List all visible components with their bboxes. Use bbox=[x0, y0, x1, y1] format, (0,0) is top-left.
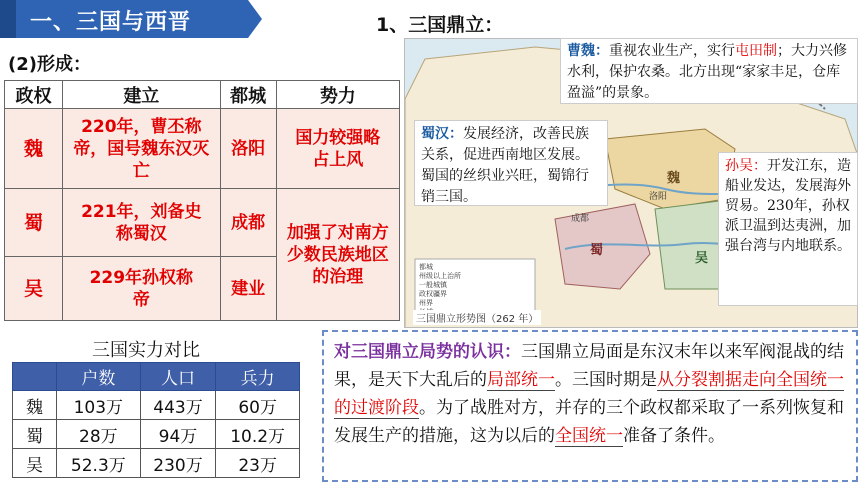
map-caption: 三国鼎立形势图（262 年） bbox=[413, 310, 541, 325]
header-cell: 户数 bbox=[57, 363, 141, 391]
info-box-shu bbox=[414, 120, 608, 206]
legend-item: 政权疆界 bbox=[419, 290, 447, 298]
capital-cell: 洛阳 bbox=[220, 109, 276, 189]
header-cell: 兵力 bbox=[216, 363, 300, 391]
legend-item: 都城 bbox=[419, 263, 433, 271]
cognition-box bbox=[322, 330, 858, 482]
power-compare-table bbox=[12, 362, 300, 478]
info-label: 曹魏： bbox=[567, 43, 609, 59]
cognition-highlight: 全国统一 bbox=[555, 426, 623, 446]
capital-cell: 建业 bbox=[220, 257, 276, 321]
households-cell: 103万 bbox=[57, 391, 141, 420]
info-box-wu bbox=[718, 152, 858, 306]
info-text: 重视农业生产，实行 bbox=[609, 43, 735, 59]
info-text: 发展经济，改善民族关系，促进西南地区发展。蜀国的丝织业兴旺，蜀锦行销三国。 bbox=[421, 126, 589, 205]
cognition-heading: 对三国鼎立局势的认识： bbox=[334, 342, 521, 362]
founding-cell: 220年，曹丕称帝，国号魏东汉灭亡 bbox=[63, 109, 221, 189]
legend-item: 一般城镇 bbox=[419, 281, 447, 289]
formation-table bbox=[4, 80, 400, 321]
map-label-shu: 蜀 bbox=[590, 243, 604, 258]
info-text: ；大力兴修水利，保护农桑。北方出现“家家丰足，仓库盈溢”的景象。 bbox=[567, 43, 847, 101]
troops-cell: 60万 bbox=[216, 391, 300, 420]
map-label-luoyang: 洛阳 bbox=[649, 192, 668, 202]
info-label: 蜀汉： bbox=[421, 126, 463, 142]
power-compare-title: 三国实力对比 bbox=[92, 340, 200, 361]
state-cell: 魏 bbox=[13, 391, 57, 420]
header-cell bbox=[13, 363, 57, 391]
header-cell: 政权 bbox=[5, 81, 63, 109]
power-cell: 国力较强略占上风 bbox=[276, 109, 399, 189]
map-label-wu: 吴 bbox=[695, 251, 709, 266]
banner-title: 一、三国与西晋 bbox=[30, 10, 192, 35]
state-cell: 蜀 bbox=[13, 420, 57, 449]
state-cell: 吴 bbox=[13, 449, 57, 478]
cognition-highlight: 从分裂割据走向全国统一的过渡阶段 bbox=[334, 370, 844, 418]
cognition-text: 。三国时期是 bbox=[555, 370, 657, 390]
households-cell: 52.3万 bbox=[57, 449, 141, 478]
map-label-chengdu: 成都 bbox=[571, 214, 590, 224]
table-row bbox=[13, 420, 300, 449]
map-legend bbox=[419, 263, 461, 317]
legend-item: 州界 bbox=[419, 299, 433, 307]
section-banner bbox=[0, 0, 262, 38]
table-row bbox=[5, 189, 400, 257]
info-text: 开发江东，造船业发达，发展海外贸易。230年，孙权派卫温到达夷洲，加强台湾与内地联系。 bbox=[725, 158, 851, 254]
power-cell: 加强了对南方少数民族地区的治理 bbox=[276, 189, 399, 321]
troops-cell: 23万 bbox=[216, 449, 300, 478]
founding-cell: 229年孙权称帝 bbox=[63, 257, 221, 321]
legend-item: 州级以上治所 bbox=[419, 272, 461, 280]
header-cell: 势力 bbox=[276, 81, 399, 109]
info-label: 孙吴： bbox=[725, 158, 767, 174]
founding-cell: 221年，刘备史称蜀汉 bbox=[63, 189, 221, 257]
header-cell: 人口 bbox=[140, 363, 216, 391]
state-cell: 吴 bbox=[5, 257, 63, 321]
table-row bbox=[5, 109, 400, 189]
population-cell: 443万 bbox=[140, 391, 216, 420]
state-cell: 魏 bbox=[5, 109, 63, 189]
header-cell: 建立 bbox=[63, 81, 221, 109]
state-cell: 蜀 bbox=[5, 189, 63, 257]
cognition-text: 。为了战胜对方，并存的三个政权都采取了一系列恢复和发展生产的措施，这为以后的 bbox=[334, 398, 844, 446]
capital-cell: 成都 bbox=[220, 189, 276, 257]
population-cell: 230万 bbox=[140, 449, 216, 478]
table-row bbox=[13, 449, 300, 478]
table-row bbox=[13, 391, 300, 420]
formation-label: (2)形成： bbox=[8, 54, 91, 75]
info-box-wei bbox=[560, 38, 858, 104]
formation-header-row bbox=[5, 81, 400, 109]
section-title: 1、三国鼎立： bbox=[376, 14, 504, 36]
troops-cell: 10.2万 bbox=[216, 420, 300, 449]
map-label-wei: 魏 bbox=[667, 171, 681, 186]
cognition-text: 三国鼎立局面是东汉末年以来军阀混战的结果，是天下大乱后的 bbox=[334, 342, 844, 390]
cognition-highlight: 局部统一 bbox=[487, 370, 555, 390]
header-cell: 都城 bbox=[220, 81, 276, 109]
cognition-text: 准备了条件。 bbox=[623, 426, 725, 446]
power-header-row bbox=[13, 363, 300, 391]
population-cell: 94万 bbox=[140, 420, 216, 449]
households-cell: 28万 bbox=[57, 420, 141, 449]
info-highlight: 屯田制 bbox=[735, 43, 777, 59]
